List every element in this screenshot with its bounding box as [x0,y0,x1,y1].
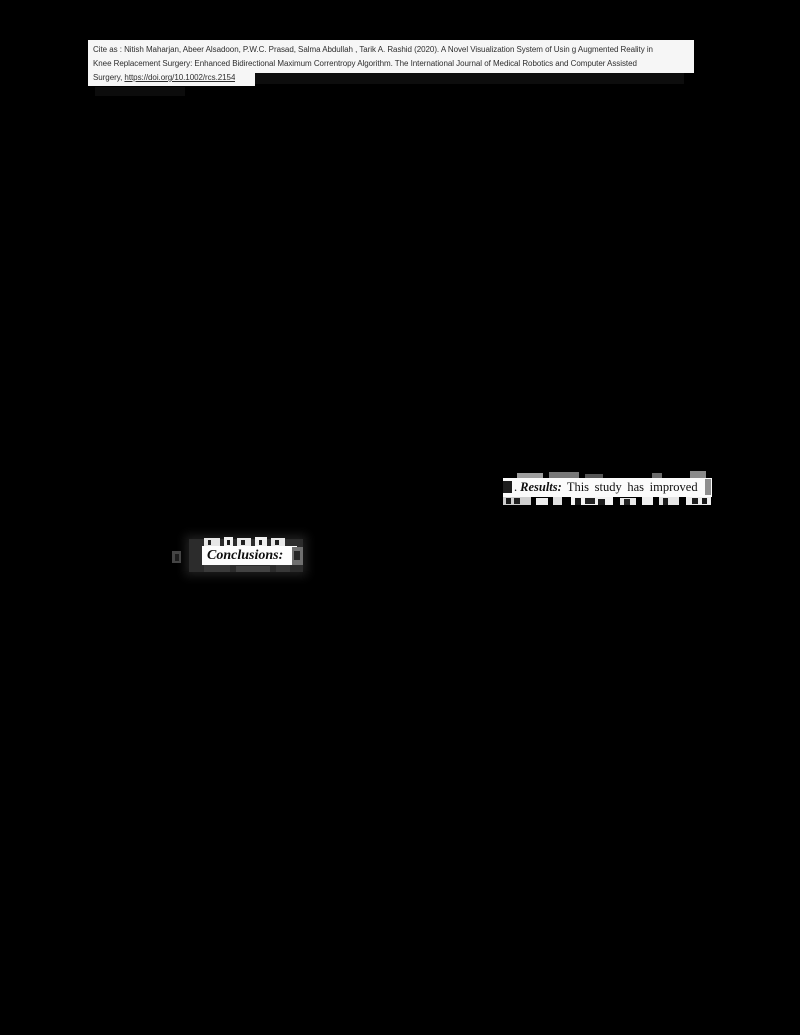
redaction-artifact [686,497,711,505]
redaction-artifact [503,481,512,493]
redaction-artifact [642,497,653,505]
conclusions-label: Conclusions: [207,548,284,563]
redaction-artifact [254,73,684,84]
doi-link[interactable]: https://doi.org/10.1002/rcs.2154 [124,73,236,82]
redaction-artifact [536,498,548,505]
redaction-artifact [276,565,290,572]
redaction-artifact [663,498,668,505]
citation-line-1: Cite as : Nitish Maharjan, Abeer Alsadoon, P.W.C. Prasad, Salma Abdullah , Tarik A. Rashid (2020). A Novel Visualization System of Usin g Augmented Reality in [93,45,653,54]
redaction-artifact [585,498,595,504]
citation-line-2: Knee Replacement Surgery: Enhanced Bidirectional Maximum Correntropy Algorithm. The International Journal of Medical Robotics and Computer Assisted [93,59,637,68]
conclusions-fragment-strip [202,546,297,565]
redaction-artifact [95,87,185,96]
redaction-artifact [659,497,679,505]
redaction-artifact [175,554,179,561]
redaction-artifact [227,540,230,545]
redaction-artifact [294,551,300,560]
results-fragment-strip [503,478,712,497]
redaction-artifact [702,498,707,504]
results-lead: . [514,480,518,494]
redaction-artifact [241,540,245,545]
redaction-artifact [275,540,279,545]
results-fragment-text [503,478,712,497]
redaction-artifact [514,498,520,504]
redaction-artifact [259,540,262,545]
results-body-text: This study has improved [566,480,698,494]
redaction-artifact [575,498,581,505]
citation-line-3 [93,71,235,84]
redaction-artifact [624,499,630,505]
redaction-artifact [690,471,706,478]
redaction-artifact [705,479,711,495]
redaction-artifact [506,498,511,504]
redaction-artifact [598,499,605,505]
redaction-artifact [204,565,230,572]
redaction-artifact [692,498,698,504]
redaction-artifact [204,538,220,546]
redaction-artifact [208,540,211,545]
results-label: Results: [520,480,562,494]
redaction-artifact [236,566,270,572]
redaction-artifact [553,497,562,505]
citation-line-3-prefix: Surgery, [93,73,125,82]
